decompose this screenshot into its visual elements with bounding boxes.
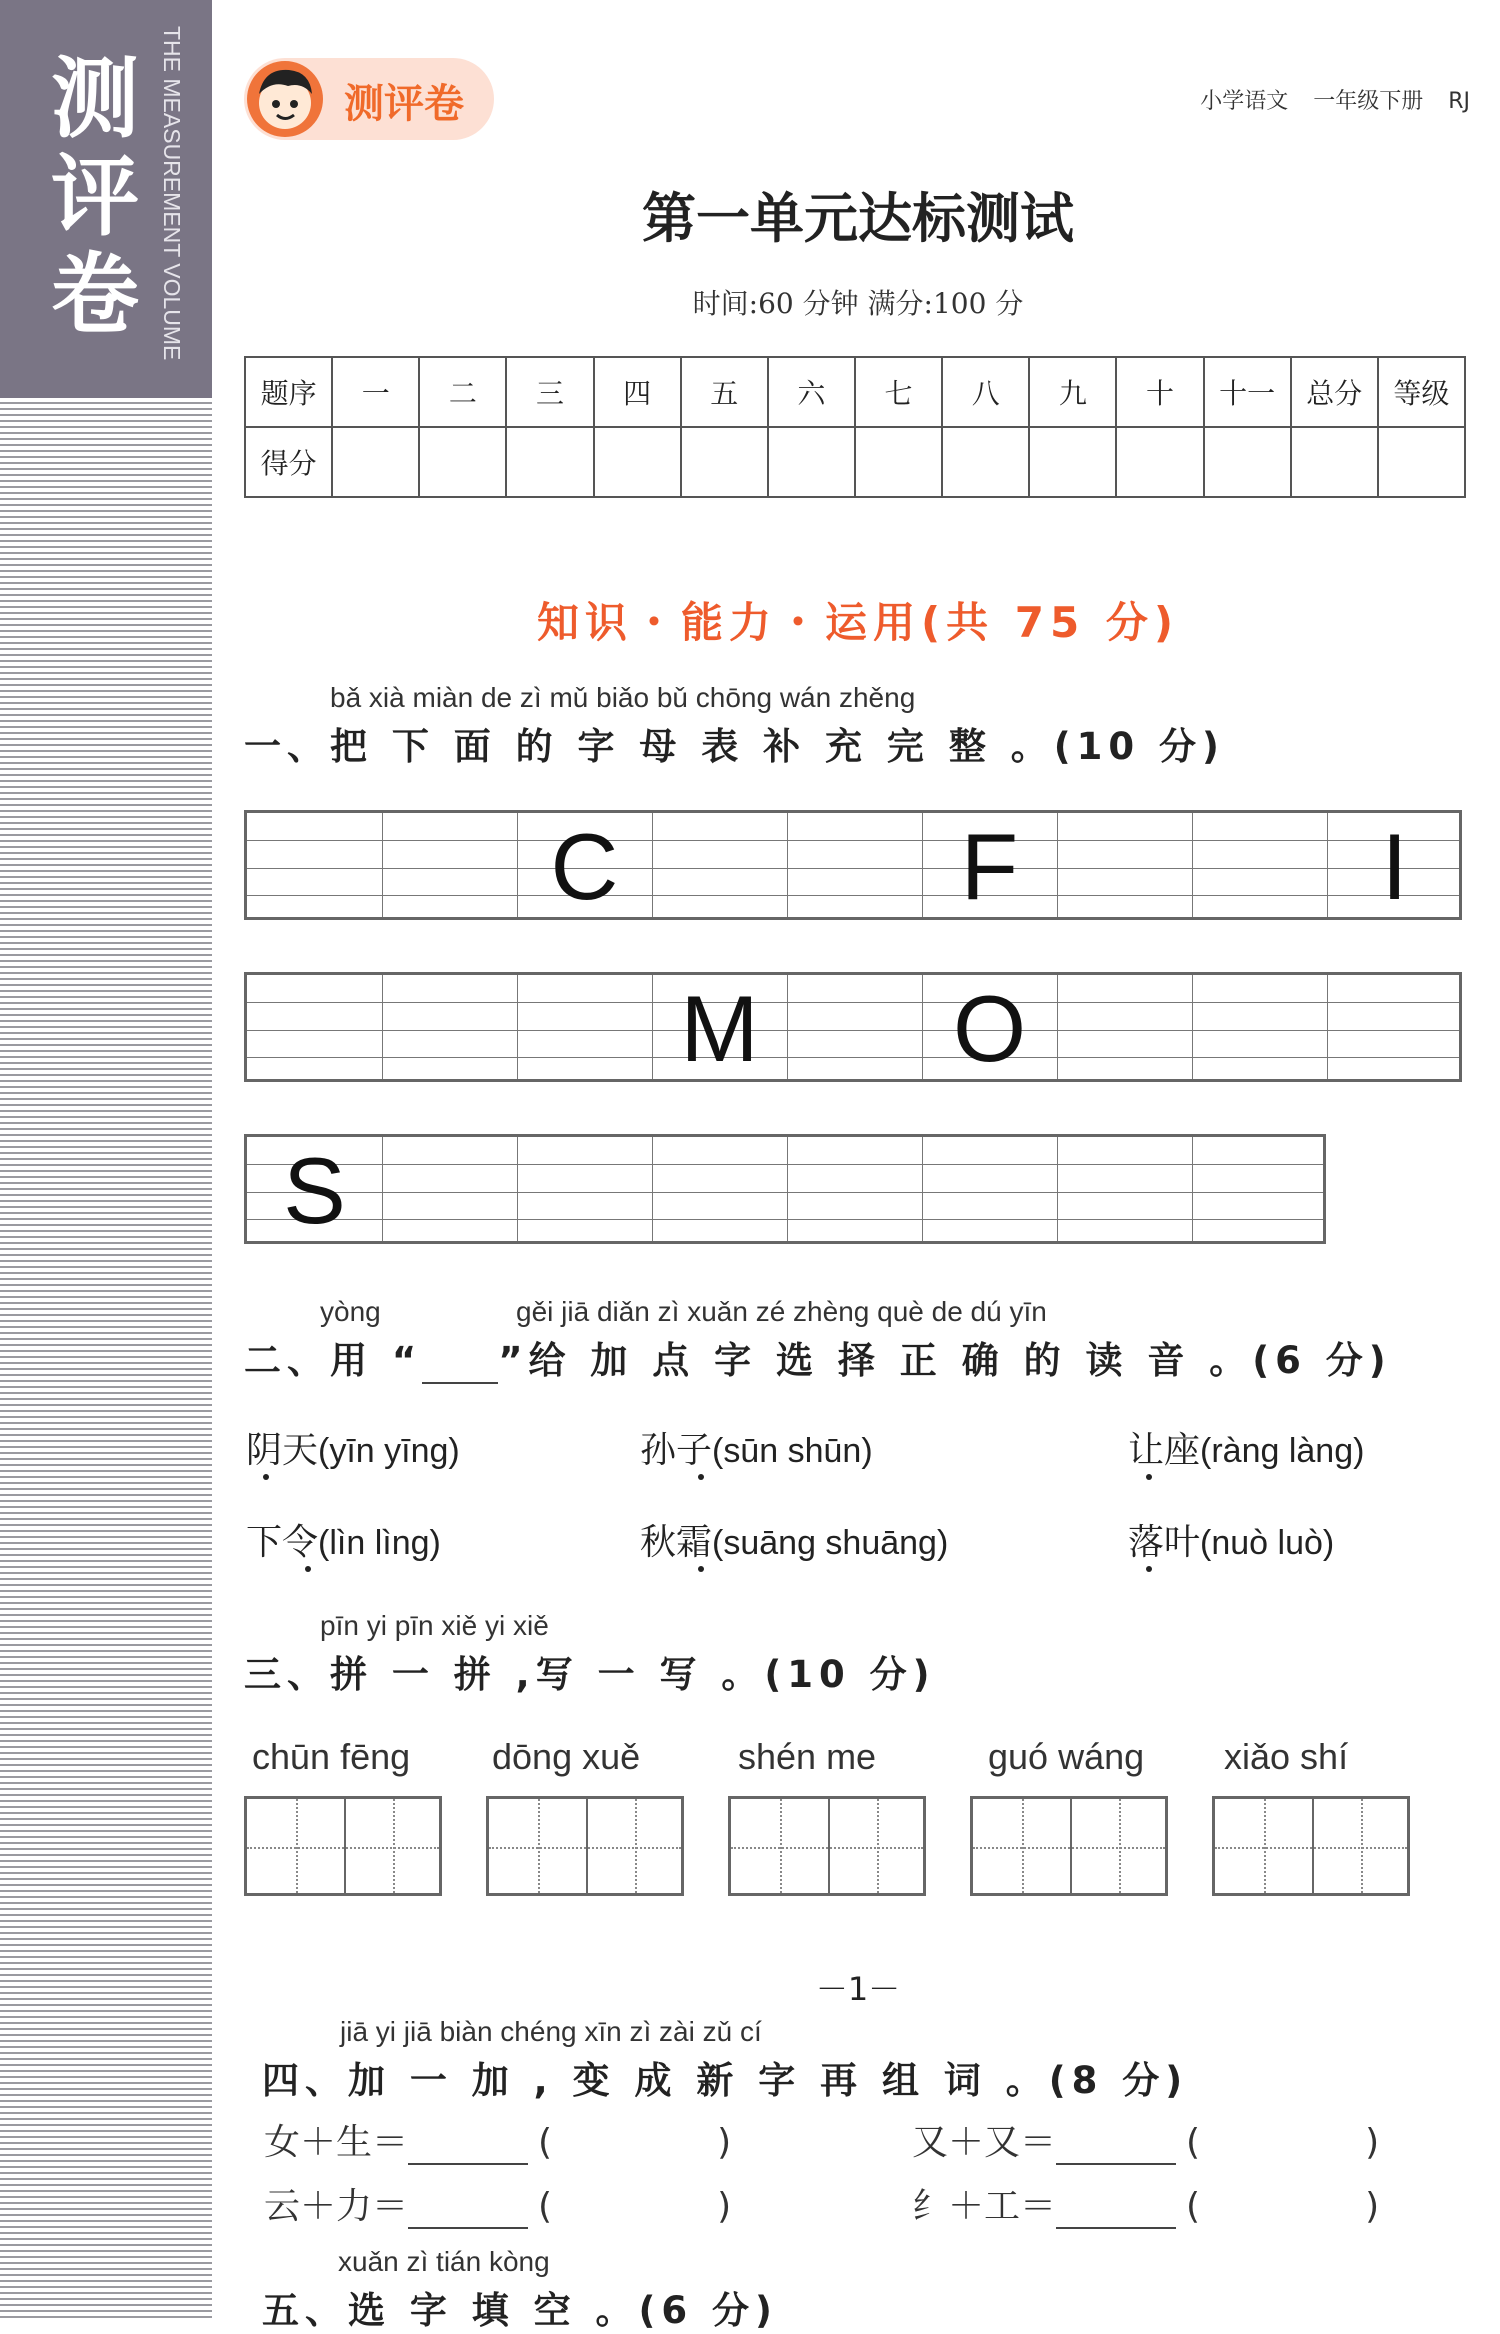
q4-equation-text: 又＋又＝ bbox=[912, 2122, 1057, 2163]
given-letter: F bbox=[960, 814, 1019, 919]
guide-line bbox=[247, 1164, 1323, 1165]
header-grade: 一年级下册 bbox=[1313, 89, 1424, 114]
given-letter: O bbox=[952, 976, 1027, 1081]
page-subtitle: 时间:60 分钟 满分:100 分 bbox=[692, 287, 1024, 320]
four-line-row-1 bbox=[244, 810, 1462, 920]
sidebar-vertical-text: THE MEASUREMENT VOLUME bbox=[159, 26, 185, 361]
score-cell[interactable] bbox=[1116, 427, 1203, 497]
score-header-cell: 八 bbox=[942, 357, 1029, 427]
emphasis-dot bbox=[263, 1474, 269, 1480]
student-face-icon bbox=[244, 58, 326, 140]
cell-divider bbox=[652, 813, 653, 917]
score-cell[interactable] bbox=[1378, 427, 1465, 497]
page-title: 第一单元达标测试 bbox=[642, 186, 1074, 250]
cell-divider bbox=[1192, 975, 1193, 1079]
score-header-cell: 总分 bbox=[1291, 357, 1378, 427]
score-header-cell: 一 bbox=[332, 357, 419, 427]
emphasis-dot bbox=[305, 1566, 311, 1572]
answer-blank[interactable] bbox=[408, 2197, 528, 2229]
q2-prompt bbox=[244, 1330, 1392, 1384]
q2-item-options: (ràng làng) bbox=[1200, 1432, 1365, 1470]
answer-blank[interactable] bbox=[1056, 2197, 1176, 2229]
score-table bbox=[244, 356, 1466, 498]
cell-divider bbox=[787, 1137, 788, 1241]
emphasis-dot bbox=[1146, 1566, 1152, 1572]
writing-grid[interactable] bbox=[486, 1796, 684, 1896]
cell-divider bbox=[1057, 975, 1058, 1079]
cell-divider bbox=[1057, 1137, 1058, 1241]
q3-word-pinyin: chūn fēng bbox=[252, 1736, 411, 1777]
q5-pinyin: xuǎn zì tián kòng bbox=[338, 2246, 550, 2277]
score-cell[interactable] bbox=[1204, 427, 1291, 497]
score-header-cell: 题序 bbox=[245, 357, 332, 427]
score-cell[interactable] bbox=[594, 427, 681, 497]
q5-prompt: 五、选 字 填 空 。(6 分) bbox=[262, 2289, 778, 2332]
score-header-cell: 四 bbox=[594, 357, 681, 427]
q2-pinyin-b: gěi jiā diǎn zì xuǎn zé zhèng què de dú yīn bbox=[516, 1296, 1047, 1327]
q2-item[interactable] bbox=[246, 1514, 441, 1565]
q2-item-word: 下令 bbox=[246, 1522, 319, 1563]
q4-equation[interactable] bbox=[264, 2114, 731, 2165]
paren: ) bbox=[1365, 2186, 1380, 2227]
guide-line bbox=[247, 895, 1459, 896]
score-header-cell: 九 bbox=[1029, 357, 1116, 427]
paren: ) bbox=[1365, 2122, 1380, 2163]
writing-grid[interactable] bbox=[244, 1796, 442, 1896]
cell-divider bbox=[382, 975, 383, 1079]
paren: ( bbox=[1186, 2186, 1201, 2227]
q3-word-pinyin: shén me bbox=[738, 1736, 877, 1777]
four-line-row-2 bbox=[244, 972, 1462, 1082]
score-table-score-row bbox=[245, 427, 1465, 497]
q2-item-options: (nuò luò) bbox=[1200, 1524, 1335, 1562]
q4-pinyin: jiā yi jiā biàn chéng xīn zì zài zǔ cí bbox=[340, 2016, 762, 2047]
emphasis-dot bbox=[698, 1566, 704, 1572]
q2-item[interactable] bbox=[246, 1422, 460, 1473]
guide-line bbox=[247, 1057, 1459, 1058]
four-line-row-3 bbox=[244, 1134, 1326, 1244]
q2-item[interactable] bbox=[1128, 1514, 1334, 1565]
q4-prompt: 四、加 一 加 , 变 成 新 字 再 组 词 。(8 分) bbox=[262, 2059, 1189, 2102]
emphasis-dot bbox=[1146, 1474, 1152, 1480]
q4-equation-text: 纟＋工＝ bbox=[912, 2186, 1057, 2227]
q2-item[interactable] bbox=[640, 1514, 948, 1565]
q3-word-pinyin: xiǎo shí bbox=[1224, 1736, 1349, 1777]
q2-item-options: (sūn shūn) bbox=[712, 1432, 873, 1470]
writing-grid[interactable] bbox=[728, 1796, 926, 1896]
q2-prompt-a: 二、用 “ bbox=[244, 1339, 423, 1382]
q2-item-word: 让座 bbox=[1128, 1430, 1201, 1471]
page-number: －1－ bbox=[815, 1970, 901, 2008]
cell-divider bbox=[1192, 813, 1193, 917]
writing-grid[interactable] bbox=[1212, 1796, 1410, 1896]
q2-item-word: 阴天 bbox=[246, 1430, 319, 1471]
writing-grid[interactable] bbox=[970, 1796, 1168, 1896]
score-header-cell: 十一 bbox=[1204, 357, 1291, 427]
cell-divider bbox=[517, 975, 518, 1079]
guide-line bbox=[247, 1030, 1459, 1031]
score-header-cell: 七 bbox=[855, 357, 942, 427]
cell-divider bbox=[382, 1137, 383, 1241]
header-meta bbox=[1200, 84, 1470, 115]
q2-item-options: (suāng shuāng) bbox=[712, 1524, 949, 1562]
q2-prompt-b: ”给 加 点 字 选 择 正 确 的 读 音 。(6 分) bbox=[498, 1339, 1392, 1382]
q1-pinyin: bǎ xià miàn de zì mǔ biǎo bǔ chōng wán zhěng bbox=[330, 682, 916, 713]
cell-divider bbox=[1327, 975, 1328, 1079]
header-edition: RJ bbox=[1448, 89, 1470, 114]
q2-item-word: 孙子 bbox=[640, 1430, 713, 1471]
paren: ( bbox=[538, 2186, 553, 2227]
emphasis-dot bbox=[698, 1474, 704, 1480]
paren: ( bbox=[1186, 2122, 1201, 2163]
cell-divider bbox=[1192, 1137, 1193, 1241]
q1-prompt: 一、把 下 面 的 字 母 表 补 充 完 整 。(10 分) bbox=[244, 725, 1225, 768]
header-subject: 小学语文 bbox=[1200, 89, 1289, 114]
q4-equation-text: 女＋生＝ bbox=[264, 2122, 409, 2163]
q2-item-options: (lìn lìng) bbox=[318, 1524, 441, 1562]
cell-divider bbox=[382, 813, 383, 917]
q3-pinyin: pīn yi pīn xiě yi xiě bbox=[320, 1610, 549, 1641]
paren: ) bbox=[717, 2186, 732, 2227]
guide-line bbox=[247, 868, 1459, 869]
q2-blank-line bbox=[422, 1352, 498, 1384]
q3-word-pinyin: guó wáng bbox=[988, 1736, 1145, 1777]
cell-divider bbox=[922, 1137, 923, 1241]
score-cell[interactable] bbox=[1029, 427, 1116, 497]
q2-item-word: 秋霜 bbox=[640, 1522, 713, 1563]
given-letter: S bbox=[283, 1138, 346, 1243]
score-cell[interactable] bbox=[681, 427, 768, 497]
score-table-header-row bbox=[245, 357, 1465, 427]
score-cell[interactable] bbox=[332, 427, 419, 497]
q4-equation[interactable] bbox=[912, 2114, 1379, 2165]
cell-divider bbox=[787, 813, 788, 917]
q2-item[interactable] bbox=[640, 1422, 873, 1473]
cell-divider bbox=[1057, 813, 1058, 917]
sidebar-title: 测评卷 bbox=[50, 47, 139, 346]
cell-divider bbox=[652, 1137, 653, 1241]
given-letter: C bbox=[550, 814, 619, 919]
q2-item[interactable] bbox=[1128, 1422, 1364, 1473]
score-cell[interactable] bbox=[942, 427, 1029, 497]
score-header-cell: 五 bbox=[681, 357, 768, 427]
score-cell[interactable] bbox=[768, 427, 855, 497]
q4-equation-text: 云＋力＝ bbox=[264, 2186, 409, 2227]
answer-blank[interactable] bbox=[1056, 2133, 1176, 2165]
given-letter: M bbox=[680, 976, 759, 1081]
paren: ) bbox=[717, 2122, 732, 2163]
score-header-cell: 二 bbox=[419, 357, 506, 427]
score-cell[interactable] bbox=[419, 427, 506, 497]
guide-line bbox=[247, 1219, 1323, 1220]
score-row-label: 得分 bbox=[245, 427, 332, 497]
score-header-cell: 三 bbox=[506, 357, 593, 427]
q2-pinyin-a: yòng bbox=[320, 1296, 381, 1327]
q2-item-word: 落叶 bbox=[1128, 1522, 1201, 1563]
score-cell[interactable] bbox=[855, 427, 942, 497]
cell-divider bbox=[787, 975, 788, 1079]
score-header-cell: 六 bbox=[768, 357, 855, 427]
paren: ( bbox=[538, 2122, 553, 2163]
q2-item-options: (yīn yīng) bbox=[318, 1432, 460, 1470]
score-cell[interactable] bbox=[1291, 427, 1378, 497]
q4-equation[interactable] bbox=[264, 2178, 731, 2229]
logo-label: 测评卷 bbox=[344, 81, 464, 127]
logo-badge bbox=[244, 58, 494, 140]
score-header-cell: 十 bbox=[1116, 357, 1203, 427]
cell-divider bbox=[517, 1137, 518, 1241]
q4-equation[interactable] bbox=[912, 2178, 1379, 2229]
guide-line bbox=[247, 1192, 1323, 1193]
score-cell[interactable] bbox=[506, 427, 593, 497]
q3-word-pinyin: dōng xuě bbox=[492, 1736, 641, 1777]
given-letter: I bbox=[1381, 814, 1408, 919]
q3-prompt: 三、拼 一 拼 ,写 一 写 。(10 分) bbox=[244, 1653, 936, 1696]
section-heading: 知识・能力・运用(共 75 分) bbox=[536, 598, 1180, 647]
answer-blank[interactable] bbox=[408, 2133, 528, 2165]
guide-line bbox=[247, 840, 1459, 841]
score-header-cell: 等级 bbox=[1378, 357, 1465, 427]
guide-line bbox=[247, 1002, 1459, 1003]
